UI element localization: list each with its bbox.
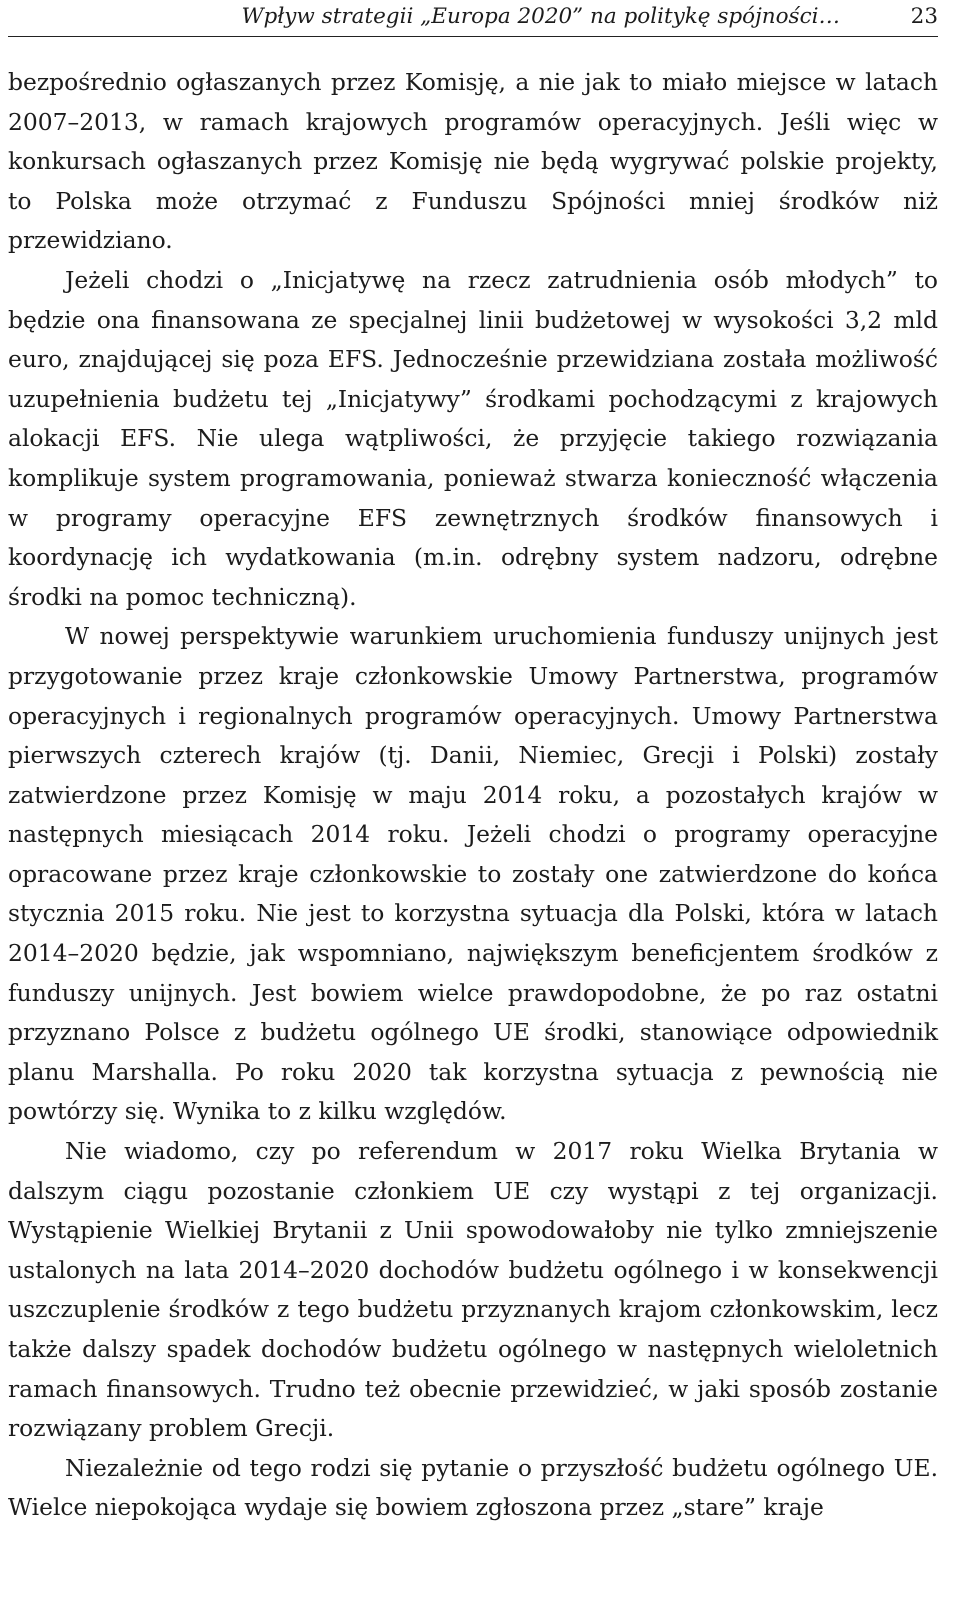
paragraph: W nowej perspektywie warunkiem uruchomienia funduszy unijnych jest przygotowanie przez kraje członkowskie Umowy Partnerstwa, programów operacyjnych i regionalnych programów operacyjnych. Umowy Partnerstwa pierwszych czterech krajów (tj. Danii, Niemiec, Grecji i Polski) zostały zatwierdzone przez Komisję w maju 2014 roku, a pozostałych krajów w następnych miesiącach 2014 roku. Jeżeli chodzi o programy operacyjne opracowane przez kraje członkowskie to zostały one zatwierdzone do końca stycznia 2015 roku. Nie jest to korzystna sytuacja dla Polski, która w latach 2014–2020 będzie, jak wspomniano, największym beneficjentem środków z funduszy unijnych. Jest bowiem wielce prawdopodobne, że po raz ostatni przyznano Polsce z budżetu ogólnego UE środki, stanowiące odpowiednik planu Marshalla. Po roku 2020 tak korzystna sytuacja z pewnością nie powtórzy się. Wynika to z kilku względów. [8,622,938,1126]
running-title: Wpływ strategii „Europa 2020” na politykę spójności… [241,4,840,29]
body-text [8,63,938,1528]
header-rule [8,36,938,37]
paragraph-continuation: bezpośrednio ogłaszanych przez Komisję, a nie jak to miało miejsce w latach 2007–2013, w ramach krajowych programów operacyjnych. Jeśli więc w konkursach ogłaszanych przez Komisję nie będą wygrywać polskie projekty, to Polska może otrzymać z Funduszu Spójności mniej środków niż przewidziano. [8,68,938,255]
page-number: 23 [910,4,938,29]
running-head [8,0,938,32]
paragraph: Jeżeli chodzi o „Inicjatywę na rzecz zatrudnienia osób młodych” to będzie ona finansowana ze specjalnej linii budżetowej w wysokości 3,2 mld euro, znajdującej się poza EFS. Jednocześnie przewidziana została możliwość uzupełnienia budżetu tej „Inicjatywy” środkami pochodzącymi z krajowych alokacji EFS. Nie ulega wątpliwości, że przyjęcie takiego rozwiązania komplikuje system programowania, ponieważ stwarza konieczność włączenia w programy operacyjne EFS zewnętrznych środków finansowych i koordynację ich wydatkowania (m.in. odrębny system nadzoru, odrębne środki na pomoc techniczną). [8,265,938,611]
paragraph: Nie wiadomo, czy po referendum w 2017 roku Wielka Brytania w dalszym ciągu pozostanie członkiem UE czy wystąpi z tej organizacji. Wystąpienie Wielkiej Brytanii z Unii spowodowałoby nie tylko zmniejszenie ustalonych na lata 2014–2020 dochodów budżetu ogólnego i w konsekwencji uszczuplenie środków z tego budżetu przyznanych krajom członkowskim, lecz także dalszy spadek dochodów budżetu ogólnego w następnych wieloletnich ramach finansowych. Trudno też obecnie przewidzieć, w jaki sposób zostanie rozwiązany problem Grecji. [8,1137,938,1443]
paragraph: Niezależnie od tego rodzi się pytanie o przyszłość budżetu ogólnego UE. Wielce niepokojąca wydaje się bowiem zgłoszona przez „stare” kraje [8,1453,938,1522]
